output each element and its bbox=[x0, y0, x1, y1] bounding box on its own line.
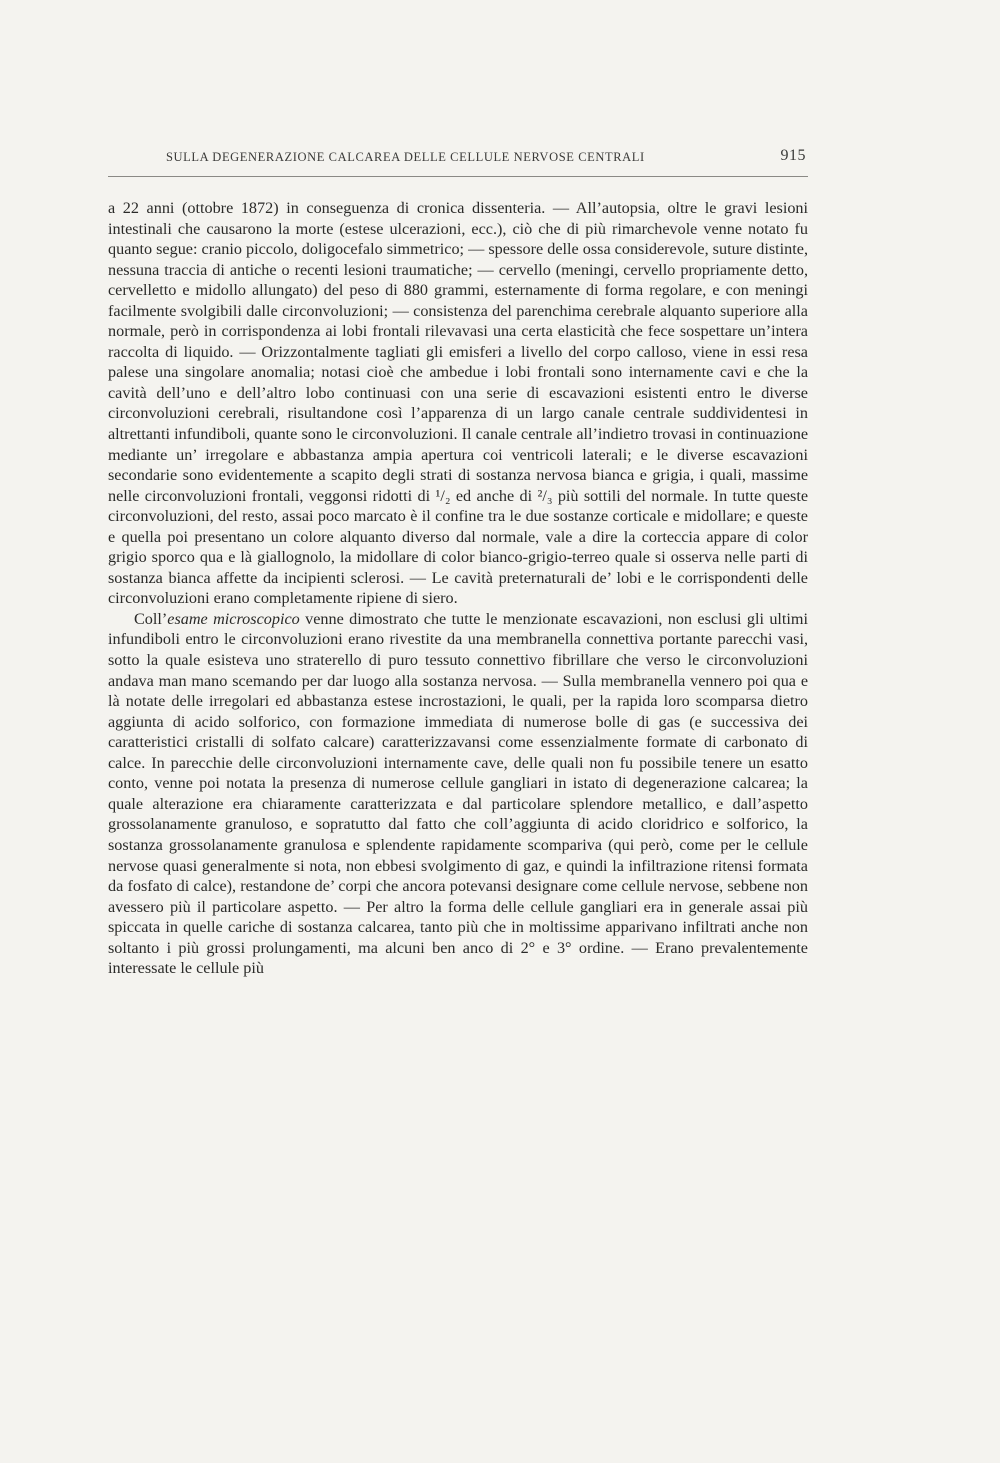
paragraph-2-lead: Coll’ bbox=[134, 609, 168, 628]
paragraph-2-italic-term: esame microscopico bbox=[167, 609, 300, 628]
header-rule bbox=[108, 176, 808, 177]
running-head bbox=[108, 146, 808, 176]
body-text bbox=[108, 198, 808, 979]
running-title: SULLA DEGENERAZIONE CALCAREA DELLE CELLULE NERVOSE CENTRALI bbox=[166, 150, 645, 164]
paragraph-2 bbox=[108, 609, 808, 979]
page-number: 915 bbox=[780, 147, 806, 164]
paragraph-1: a 22 anni (ottobre 1872) in conseguenza di cronica dissenteria. — All’autopsia, oltre le gravi lesioni intestinali che causarono la morte (estese ulcerazioni, ecc.), ciò che di più rimarchevole venne notato fu quanto segue: cranio piccolo, doligocefalo simmetrico; — spessore delle ossa considerevole, suture distinte, nessuna traccia di antiche o recenti lesioni traumatiche; — cervello (meningi, cervello propriamente detto, cervelletto e midollo allungato) del peso di 880 grammi, esternamente di forma regolare, e con meningi facilmente svolgibili dalle circonvoluzioni; — consistenza del parenchima cerebrale alquanto superiore alla normale, però in corrispondenza ai lobi frontali rilevavasi una certa elasticità che fece sospettare un’intera raccolta di liquido. — Orizzontalmente tagliati gli emisferi a livello del corpo calloso, viene in essi resa palese una singolare anomalia; notasi cioè che ambedue i lobi frontali sono internamente cavi e che la cavità dell’uno e dell’altro lobo continuasi con una serie di escavazioni esistenti entro le diverse circonvoluzioni cerebrali, risultandone così l’apparenza di un largo canale centrale suddividentesi in altrettanti infundiboli, quante sono le circonvoluzioni. Il canale centrale all’indietro trovasi in continuazione mediante un’ irregolare e abbastanza ampia apertura coi ventricoli laterali; e le diverse escavazioni secondarie sono evidentemente a scapito degli strati di sostanza nervosa bianca e grigia, i quali, massime nelle circonvoluzioni frontali, veggonsi ridotti di ¹/₂ ed anche di ²/₃ più sottili del normale. In tutte queste circonvoluzioni, del resto, assai poco marcato è il confine tra le due sostanze corticale e midollare; e queste e quella poi presentano un colore alquanto diverso dal normale, vale a dire la corteccia appare di color grigio sporco qua e là giallognolo, la midollare di color bianco-grigio-terreo quale si osserva nelle parti di sostanza bianca affette da incipienti sclerosi. — Le cavità preternaturali de’ lobi e le corrispondenti delle circonvoluzioni erano completamente ripiene di siero. bbox=[108, 199, 808, 608]
paragraph-2-body: venne dimostrato che tutte le menzionate escavazioni, non esclusi gli ultimi infundiboli entro le circonvoluzioni erano rivestite da una membranella connettiva portante parecchi vasi, sotto la quale esisteva uno straterello di puro tessuto connettivo fibrillare che verso le circonvoluzioni andava man mano scemando per dar luogo alla sostanza nervosa. — Sulla membranella vennero poi qua e là notate delle irregolari ed abbastanza estese incrostazioni, le quali, per la rapida loro scomparsa dietro aggiunta di acido solforico, con formazione immediata di numerose bolle di gas (e successiva dei caratteristici cristalli di solfato calcare) caratterizzavansi come essenzialmente formate di carbonato di calce. In parecchie delle circonvoluzioni internamente cave, delle quali non fu possibile tenere un esatto conto, venne poi notata la presenza di numerose cellule gangliari in istato di degenerazione calcarea; la quale alterazione era chiaramente caratterizzata e dal particolare splendore metallico, e dall’aspetto grossolanamente granuloso, e sopratutto dal fatto che coll’aggiunta di acido cloridrico e solforico, la sostanza grossolanamente granulosa e splendente rapidamente scompariva (qui però, come per le cellule nervose quasi generalmente si nota, non ebbesi svolgimento di gaz, e quindi la infiltrazione ritensi formata da fosfato di calce), restandone de’ corpi che ancora potevansi designare come cellule nervose, sebbene non avessero più il particolare aspetto. — Per altro la forma delle cellule gangliari era in generale assai più spiccata in quelle cariche di sostanza calcarea, tanto più che in moltissime apparivano infiltrati anche non soltanto i più grossi prolungamenti, ma alcuni ben anco di 2° e 3° ordine. — Erano prevalentemente interessate le cellule più bbox=[108, 609, 808, 978]
